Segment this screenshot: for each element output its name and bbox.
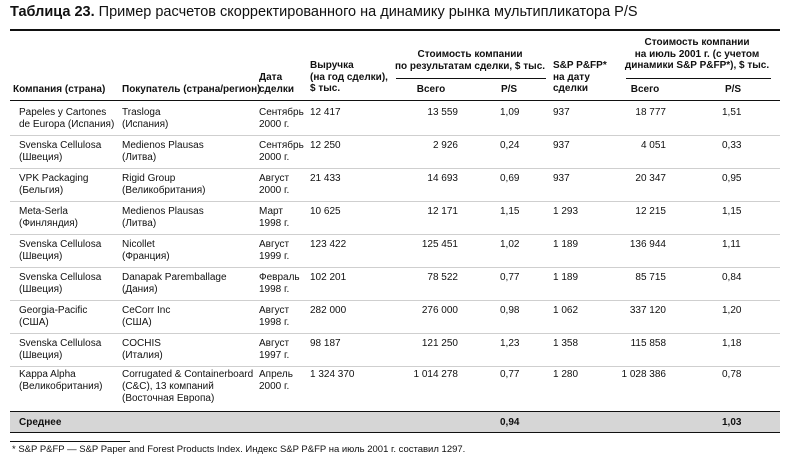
cell-deal-total: 78 522 — [427, 272, 458, 283]
cell-buyer: Rigid Group (Великобритания) — [122, 173, 206, 196]
cell-deal-total: 125 451 — [421, 239, 458, 250]
cell-deal-ps: 0,77 — [500, 272, 520, 283]
cell-buyer: Medienos Plausas (Литва) — [122, 140, 204, 163]
cell-buyer: Medienos Plausas (Литва) — [122, 206, 204, 229]
cell-adj-total: 4 051 — [640, 140, 666, 151]
cell-adj-ps: 1,15 — [722, 206, 742, 217]
header-buyer: Покупатель (страна/регион) — [122, 84, 261, 95]
cell-deal-total: 2 926 — [432, 140, 458, 151]
cell-revenue: 21 433 — [310, 173, 341, 184]
table-title — [10, 4, 638, 20]
cell-adj-ps: 0,95 — [722, 173, 742, 184]
header-revenue: Выручка (на год сделки), $ тыс. — [310, 60, 388, 94]
cell-company: Georgia-Pacific (США) — [19, 305, 88, 328]
cell-adj-total: 115 858 — [630, 338, 666, 349]
average-adj-ps: 1,03 — [722, 417, 742, 428]
cell-adj-total: 12 215 — [635, 206, 666, 217]
header-adj-group: Стоимость компании на июль 2001 г. (с учетом динамики S&P P&FP*), $ тыс. — [624, 37, 770, 71]
cell-revenue: 98 187 — [310, 338, 341, 349]
cell-adj-ps: 1,20 — [722, 305, 742, 316]
cell-revenue: 282 000 — [310, 305, 347, 316]
cell-company: Svenska Cellulosa (Швеция) — [19, 338, 102, 361]
cell-adj-ps: 1,51 — [722, 107, 742, 118]
cell-spfp: 937 — [553, 140, 570, 151]
cell-spfp: 1 062 — [553, 305, 579, 316]
cell-deal-total: 12 171 — [427, 206, 458, 217]
cell-date: Сентябрь 2000 г. — [259, 140, 304, 163]
adj-group-rule — [626, 78, 771, 79]
cell-spfp: 1 293 — [553, 206, 579, 217]
cell-deal-ps: 0,24 — [500, 140, 520, 151]
cell-adj-total: 85 715 — [635, 272, 666, 283]
header-deal-ps: P/S — [500, 84, 518, 95]
cell-adj-total: 1 028 386 — [621, 369, 666, 380]
cell-buyer: Danapak Paremballage (Дания) — [122, 272, 227, 295]
footnote-rule — [10, 441, 130, 442]
header-spfp: S&P P&FP* на дату сделки — [553, 60, 607, 94]
cell-spfp: 1 189 — [553, 239, 579, 250]
cell-buyer: Nicollet (Франция) — [122, 239, 170, 262]
table-number: Таблица 23. — [10, 4, 95, 20]
deal-group-rule — [396, 78, 546, 79]
cell-deal-ps: 1,23 — [500, 338, 520, 349]
cell-deal-total: 13 559 — [427, 107, 458, 118]
cell-revenue: 102 201 — [310, 272, 347, 283]
cell-date: Август 1999 г. — [259, 239, 290, 262]
cell-company: Svenska Cellulosa (Швеция) — [19, 272, 102, 295]
cell-deal-ps: 0,69 — [500, 173, 520, 184]
cell-revenue: 1 324 370 — [310, 369, 355, 380]
row-divider — [10, 333, 780, 334]
cell-date: Август 1998 г. — [259, 305, 290, 328]
header-company: Компания (страна) — [13, 84, 106, 95]
cell-date: Август 1997 г. — [259, 338, 290, 361]
header-rule — [10, 100, 780, 101]
header-deal-total: Всего — [416, 84, 446, 95]
cell-deal-total: 1 014 278 — [413, 369, 458, 380]
cell-deal-ps: 1,02 — [500, 239, 520, 250]
cell-buyer: Trasloga (Испания) — [122, 107, 169, 130]
cell-buyer: COCHIS (Италия) — [122, 338, 163, 361]
average-deal-ps: 0,94 — [500, 417, 520, 428]
cell-date: Август 2000 г. — [259, 173, 290, 196]
cell-adj-ps: 0,84 — [722, 272, 742, 283]
cell-adj-total: 136 944 — [629, 239, 666, 250]
cell-adj-total: 18 777 — [635, 107, 666, 118]
cell-company: Meta-Serla (Финляндия) — [19, 206, 78, 229]
cell-spfp: 1 280 — [553, 369, 579, 380]
cell-adj-ps: 1,11 — [722, 239, 741, 250]
cell-date: Сентябрь 2000 г. — [259, 107, 304, 130]
cell-deal-ps: 1,15 — [500, 206, 520, 217]
cell-date: Апрель 2000 г. — [259, 369, 293, 392]
row-divider — [10, 201, 780, 202]
cell-adj-ps: 1,18 — [722, 338, 742, 349]
row-divider — [10, 267, 780, 268]
header-deal-group: Стоимость компании по результатам сделки, $ тыс. — [394, 49, 546, 72]
cell-adj-total: 20 347 — [635, 173, 666, 184]
footnote: * S&P P&FP — S&P Paper and Forest Products Index. Индекс S&P P&FP на июль 2001 г. составил 1297. — [12, 444, 466, 455]
row-divider — [10, 366, 780, 367]
cell-spfp: 937 — [553, 173, 570, 184]
row-divider — [10, 135, 780, 136]
cell-adj-ps: 0,78 — [722, 369, 742, 380]
cell-revenue: 12 250 — [310, 140, 341, 151]
cell-spfp: 1 189 — [553, 272, 579, 283]
average-row — [10, 411, 780, 433]
cell-deal-total: 276 000 — [421, 305, 458, 316]
cell-adj-ps: 0,33 — [722, 140, 742, 151]
cell-deal-ps: 0,98 — [500, 305, 520, 316]
cell-date: Февраль 1998 г. — [259, 272, 300, 295]
cell-company: Svenska Cellulosa (Швеция) — [19, 140, 102, 163]
cell-deal-total: 14 693 — [427, 173, 458, 184]
header-adj-ps: P/S — [724, 84, 742, 95]
cell-adj-total: 337 120 — [629, 305, 666, 316]
cell-date: Март 1998 г. — [259, 206, 290, 229]
cell-deal-total: 121 250 — [421, 338, 458, 349]
cell-company: VPK Packaging (Бельгия) — [19, 173, 89, 196]
row-divider — [10, 234, 780, 235]
cell-company: Svenska Cellulosa (Швеция) — [19, 239, 102, 262]
cell-deal-ps: 1,09 — [500, 107, 520, 118]
cell-deal-ps: 0,77 — [500, 369, 520, 380]
cell-buyer: CeCorr Inc (США) — [122, 305, 171, 328]
cell-buyer: Corrugated & Containerboard (C&C), 13 компаний (Восточная Европа) — [122, 369, 254, 404]
table-caption: Пример расчетов скорректированного на динамику рынка мультипликатора P/S — [98, 4, 638, 20]
cell-company: Papeles y Cartones de Europa (Испания) — [19, 107, 115, 130]
top-rule — [10, 29, 780, 31]
cell-company: Kappa Alpha (Великобритания) — [19, 369, 103, 392]
row-divider — [10, 168, 780, 169]
cell-spfp: 1 358 — [553, 338, 579, 349]
cell-revenue: 123 422 — [310, 239, 347, 250]
cell-revenue: 12 417 — [310, 107, 341, 118]
cell-spfp: 937 — [553, 107, 570, 118]
average-label: Среднее — [19, 417, 62, 428]
header-adj-total: Всего — [630, 84, 660, 95]
header-date: Дата сделки — [259, 72, 294, 95]
row-divider — [10, 300, 780, 301]
cell-revenue: 10 625 — [310, 206, 341, 217]
